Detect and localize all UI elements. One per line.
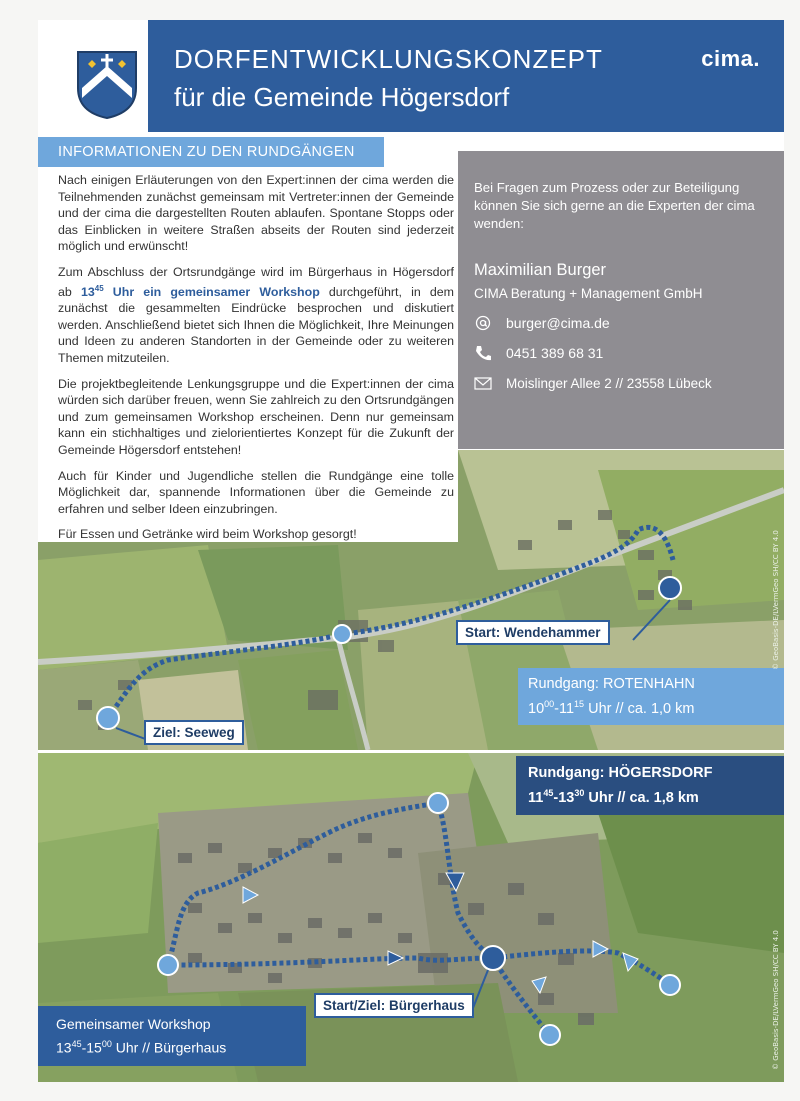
workshop-highlight bbox=[81, 285, 320, 299]
map1-copyright: © GeoBasis-DE/LVermGeo SH/CC BY 4.0 bbox=[772, 530, 780, 670]
email-icon bbox=[474, 315, 492, 331]
route-rotenhahn-time bbox=[528, 694, 774, 719]
workshop-location: Uhr // Bürgerhaus bbox=[111, 1039, 227, 1056]
workshop-time-line bbox=[56, 1034, 288, 1058]
crest-box bbox=[38, 20, 148, 132]
end-seeweg-label: Ziel: Seeweg bbox=[144, 720, 244, 745]
rotenhahn-start-min: 00 bbox=[544, 699, 555, 709]
coat-of-arms-icon bbox=[76, 50, 138, 120]
contact-email-row bbox=[474, 315, 766, 331]
map2-copyright: © GeoBasis-DE/LVermGeo SH/CC BY 4.0 bbox=[772, 930, 780, 1070]
contact-phone-row bbox=[474, 345, 766, 361]
contact-address-row bbox=[474, 375, 766, 391]
contact-email[interactable]: burger@cima.de bbox=[506, 315, 610, 331]
hoegersdorf-start-min: 45 bbox=[543, 788, 554, 798]
workshop-end-hour: -15 bbox=[81, 1039, 102, 1056]
workshop-time: 13 bbox=[80, 284, 95, 299]
workshop-start-min: 45 bbox=[71, 1039, 82, 1049]
route-hoegersdorf-time bbox=[528, 783, 772, 808]
contact-company: CIMA Beratung + Management GmbH bbox=[474, 286, 703, 301]
workshop-title: Gemeinsamer Workshop bbox=[56, 1016, 211, 1032]
workshop-highlight-text: Uhr ein gemeinsamer Workshop bbox=[103, 284, 320, 299]
route-rotenhahn-box bbox=[518, 668, 784, 725]
workshop-start-hour: 13 bbox=[56, 1039, 72, 1056]
contact-phone[interactable]: 0451 389 68 31 bbox=[506, 345, 604, 361]
section-title: INFORMATIONEN ZU DEN RUNDGÄNGEN bbox=[38, 137, 384, 167]
address-icon bbox=[474, 375, 492, 391]
phone-icon bbox=[474, 345, 492, 361]
contact-address: Moislinger Allee 2 // 23558 Lübeck bbox=[506, 375, 712, 391]
contact-name: Maximilian Burger bbox=[474, 261, 607, 279]
workshop-box bbox=[38, 1006, 306, 1066]
route-rotenhahn-title: Rundgang: ROTENHAHN bbox=[528, 676, 695, 692]
route-hoegersdorf-box bbox=[516, 756, 784, 815]
contact-box bbox=[458, 151, 784, 449]
paragraph-4: Auch für Kinder und Jugendliche stellen die Rundgänge eine tolle Möglichkeit dar, spannende Informationen über die Gemeinde zu erfahren und selber Ideen einzubringen. bbox=[58, 468, 454, 516]
hoegersdorf-end-min: 30 bbox=[574, 788, 585, 798]
hoegersdorf-end-hour: -13 bbox=[553, 789, 575, 806]
paragraph-2 bbox=[58, 264, 454, 367]
workshop-time-sup: 45 bbox=[94, 283, 104, 293]
flyer bbox=[38, 20, 784, 1082]
paragraph-2-text: Zum Abschluss der Ortsrundgänge wird im Bürgerhaus in Högersdorf ab bbox=[58, 264, 454, 299]
header-banner bbox=[38, 20, 784, 132]
rotenhahn-end-hour: -11 bbox=[554, 700, 575, 717]
start-end-buergerhaus-label: Start/Ziel: Bürgerhaus bbox=[314, 993, 474, 1018]
page-title: DORFENTWICKLUNGSKONZEPT bbox=[174, 44, 603, 74]
rotenhahn-end-min: 15 bbox=[574, 699, 585, 709]
start-wendehammer-label: Start: Wendehammer bbox=[456, 620, 610, 645]
paragraph-2-rest: durchgeführt, in dem zunächst die gesammelten Eindrücke besprochen und diskutiert werden. Anschließend bietet sich Ihnen die Möglichkeit, Ihre Meinungen und Ideen zu anderen Standorten in der Gemeinde oder zu weiteren Themen mitzuteilen. bbox=[58, 284, 454, 366]
hoegersdorf-start-hour: 11 bbox=[528, 789, 544, 806]
paragraph-1: Nach einigen Erläuterungen von den Expert:innen der cima werden die Teilnehmenden zunächst gemeinsam mit Vertreter:innen der Gemeinde und der cima die dargestellten Routen ablaufen. Spontane Stopps oder das Einblicken in weitere Straßen abseits der Routen sind jederzeit möglich und erwünscht! bbox=[58, 173, 454, 254]
body-text bbox=[58, 172, 454, 552]
paragraph-3: Die projektbegleitende Lenkungsgruppe und die Expert:innen der cima würden sich darüber freuen, wenn Sie zahlreich zu den Ortsrundgängen und zum gemeinsamen Workshop erscheinen. Denn nur gemeinsam kann ein stichhaltiges und zielorientiertes Konzept für die Zukunft der Gemeinde Högersdorf entstehen! bbox=[58, 376, 454, 458]
hoegersdorf-distance: Uhr // ca. 1,8 km bbox=[584, 789, 699, 806]
route-hoegersdorf-title: Rundgang: HÖGERSDORF bbox=[528, 765, 713, 781]
page-subtitle: für die Gemeinde Högersdorf bbox=[174, 82, 510, 112]
workshop-end-min: 00 bbox=[101, 1039, 112, 1049]
cima-logo: cima. bbox=[701, 46, 760, 71]
contact-intro: Bei Fragen zum Prozess oder zur Beteiligung können Sie sich gerne an die Experten der cima wenden: bbox=[474, 180, 755, 231]
paragraph-5: Für Essen und Getränke wird beim Workshop gesorgt! bbox=[58, 527, 357, 542]
rotenhahn-start-hour: 10 bbox=[528, 700, 545, 717]
rotenhahn-distance: Uhr // ca. 1,0 km bbox=[584, 700, 695, 717]
